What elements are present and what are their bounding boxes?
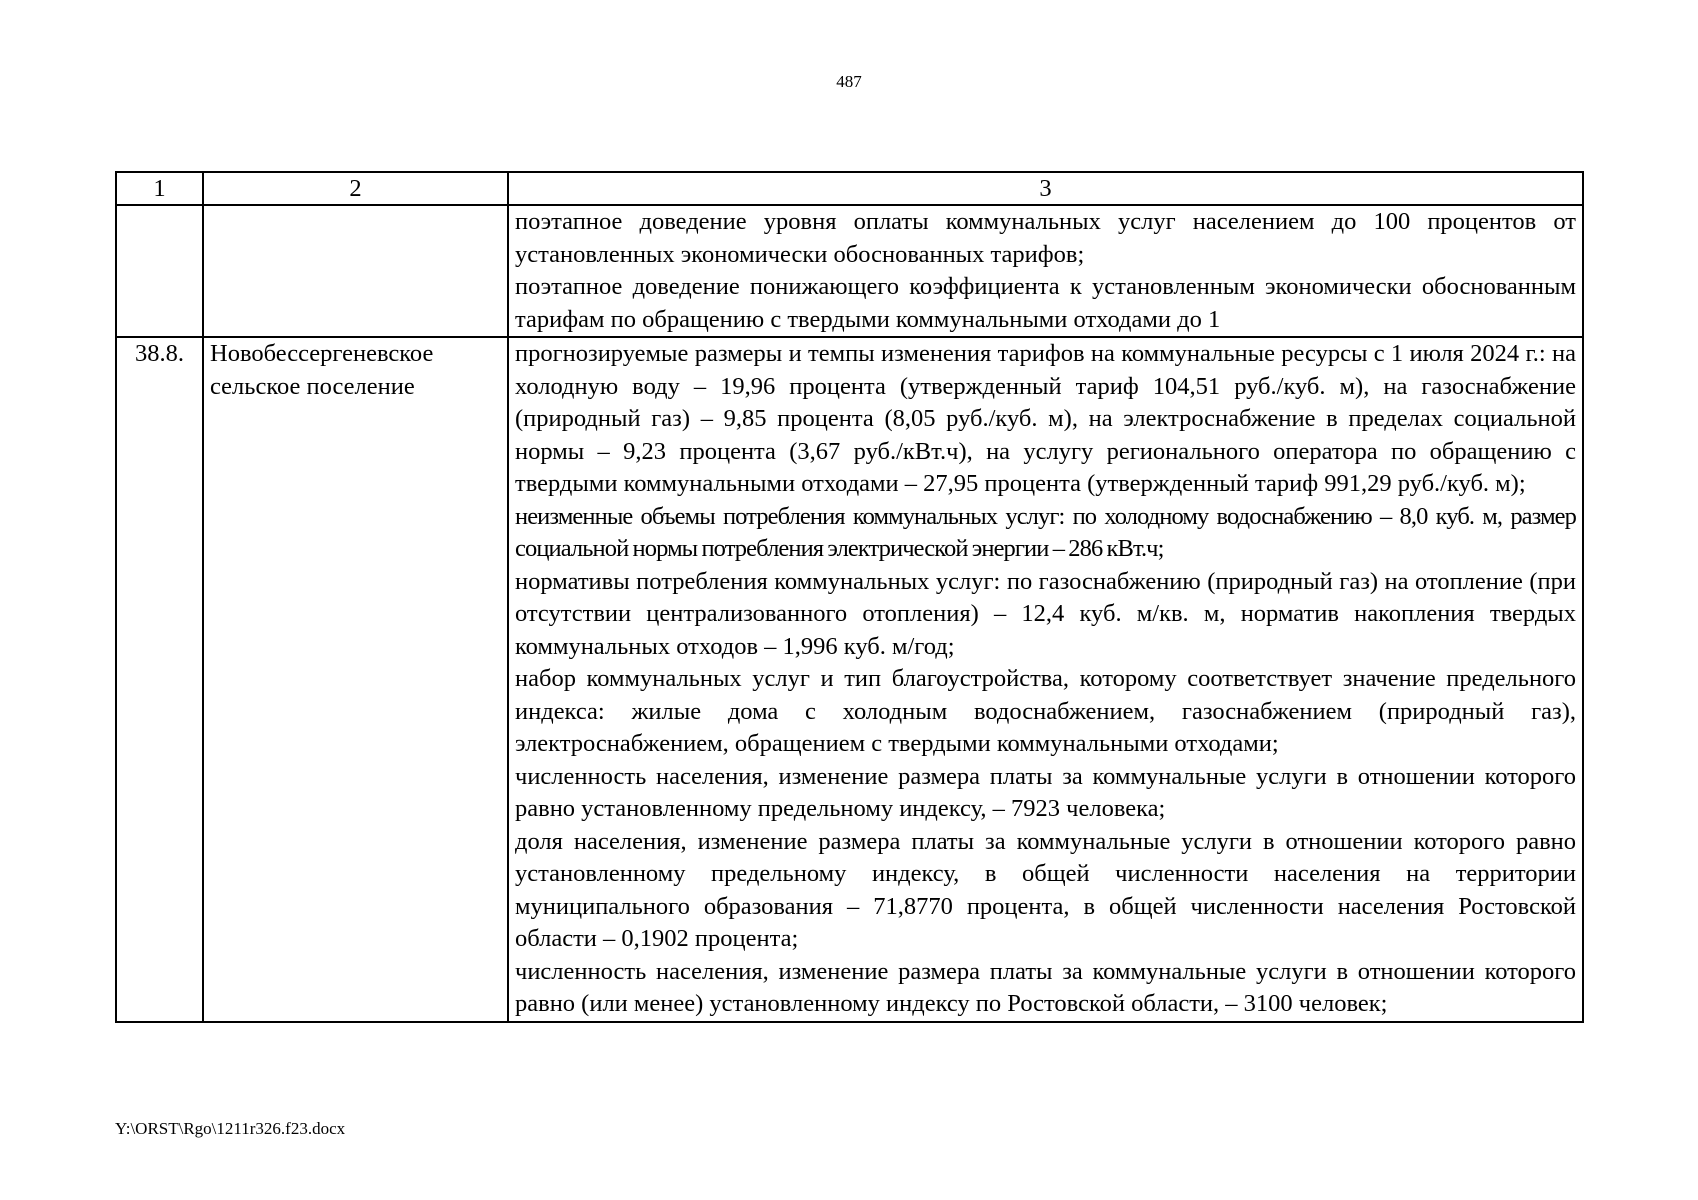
paragraph: поэтапное доведение понижающего коэффициента к установленным экономически обоснованным тарифам по обращению с твердыми коммунальными отходами до 1 — [515, 273, 1576, 333]
table-row-continuation — [116, 205, 1583, 337]
row-number: 38.8. — [116, 337, 203, 1022]
settlement-name: Новобессергеневское сельское поселение — [203, 337, 508, 1022]
paragraph: поэтапное доведение уровня оплаты коммунальных услуг населением до 100 процентов от установленных экономически обоснованных тарифов; — [515, 208, 1576, 268]
paragraph: численность населения, изменение размера платы за коммунальные услуги в отношении которого равно (или менее) установленному индексу по Ростовской области, – 3100 человек; — [515, 957, 1576, 1017]
row-description-cell — [508, 337, 1583, 1022]
column-header-2: 2 — [203, 172, 508, 205]
row-description-cell — [508, 205, 1583, 337]
page-number: 487 — [836, 72, 862, 91]
column-header-3: 3 — [508, 172, 1583, 205]
paragraph: прогнозируемые размеры и темпы изменения тарифов на коммунальные ресурсы с 1 июля 2024 г.: на холодную воду – 19,96 процента (утвержденный тариф 104,51 руб./куб. м), на газоснабжение (природный газ) – 9,85 процента (8,05 руб./куб. м), на электроснабжение в пределах социальной нормы – 9,23 процента (3,67 руб./кВт.ч), на услугу регионального оператора по обращению с твердыми коммунальными отходами – 27,95 процента (утвержденный тариф 991,29 руб./куб. м); — [515, 340, 1576, 497]
paragraph: неизменные объемы потребления коммунальных услуг: по холодному водоснабжению – 8,0 куб. м, размер социальной нормы потребления электрической энергии – 286 кВт.ч; — [515, 502, 1576, 562]
table-header-row — [116, 172, 1583, 205]
paragraph: численность населения, изменение размера платы за коммунальные услуги в отношении которого равно установленному предельному индексу, – 7923 человека; — [515, 762, 1576, 822]
paragraph: доля населения, изменение размера платы за коммунальные услуги в отношении которого равно установленному предельному индексу, в общей численности населения на территории муниципального образования – 71,8770 процента, в общей численности населения Ростовской области – 0,1902 процента; — [515, 827, 1576, 952]
column-header-1: 1 — [116, 172, 203, 205]
row-name-cell-empty — [203, 205, 508, 337]
paragraph: набор коммунальных услуг и тип благоустройства, которому соответствует значение предельного индекса: жилые дома с холодным водоснабжением, газоснабжением (природный газ), электроснабжением, обращением с твердыми коммунальными отходами; — [515, 665, 1576, 757]
paragraph: нормативы потребления коммунальных услуг: по газоснабжению (природный газ) на отопление (при отсутствии централизованного отопления) – 12,4 куб. м/кв. м, норматив накопления твердых коммунальных отходов – 1,996 куб. м/год; — [515, 567, 1576, 660]
table-row — [116, 337, 1583, 1022]
file-path-footer: Y:\ORST\Rgo\1211r326.f23.docx — [115, 1119, 346, 1138]
tariff-table — [115, 171, 1584, 1023]
row-number-cell-empty — [116, 205, 203, 337]
